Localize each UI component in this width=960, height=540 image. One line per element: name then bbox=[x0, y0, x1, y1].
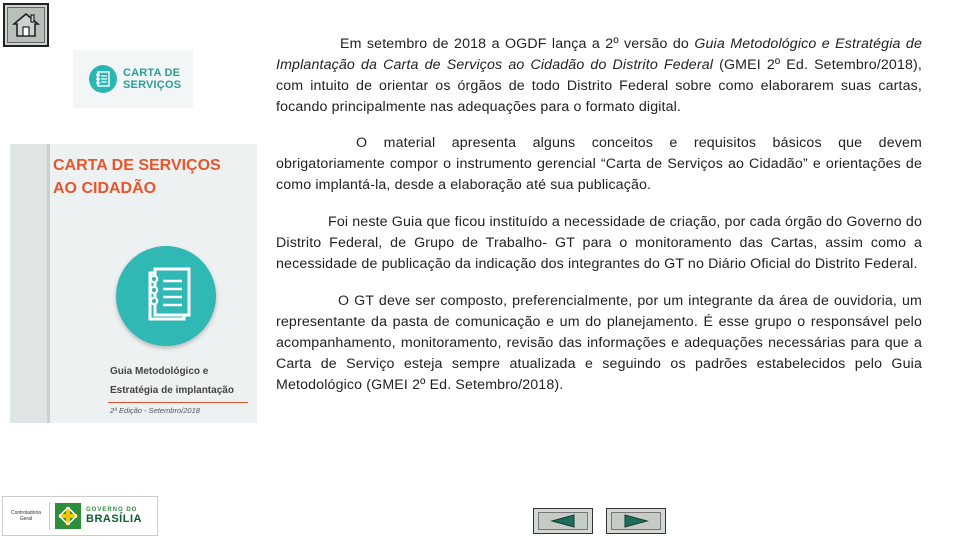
gdf-line-1: GOVERNO DO bbox=[86, 507, 138, 513]
gdf-line-2: BRASÍLIA bbox=[86, 513, 142, 525]
logo-line-1: CARTA DE bbox=[123, 67, 181, 79]
logo-text bbox=[123, 67, 181, 91]
paragraph-1-rest: (GMEI 2º Ed. Setembro/2018), com intuito de orientar os órgãos de todo Distrito Federal sobre como elaborarem suas cartas, focando principalmente nas adequações para o formato digital. bbox=[276, 57, 922, 115]
carta-servicos-logo bbox=[73, 50, 193, 108]
cg-line-1: Controladoria bbox=[10, 510, 42, 516]
book-cover-image bbox=[10, 144, 257, 423]
guide-title-italic: Guia Metodológico e Estratégia de Implantação da Carta de Serviços ao Cidadão do Distrito Federal bbox=[276, 36, 922, 73]
triangle-left-icon bbox=[550, 514, 576, 528]
paragraph-2: O material apresenta alguns conceitos e requisitos básicos que devem obrigatoriamente compor o instrumento gerencial “Carta de Serviços ao Cidadão” e orientações de como implantá-la, desde a elaboração até sua publicação. bbox=[276, 135, 922, 193]
cover-subtitle-line-2: Estratégia de implantação bbox=[110, 385, 234, 396]
cg-line-2: Geral bbox=[19, 516, 33, 522]
government-logo bbox=[2, 496, 158, 536]
notebook-icon bbox=[89, 65, 117, 93]
notebook-icon bbox=[116, 246, 216, 346]
brasilia-flag-icon bbox=[55, 503, 81, 529]
paragraph-3: Foi neste Guia que ficou instituído a necessidade de criação, por cada órgão do Governo do Distrito Federal, de Grupo de Trabalho- GT para o monitoramento das Cartas, assim como a necessidade de publicação da indicação dos integrantes do GT no Diário Oficial do Distrito Federal. bbox=[276, 214, 922, 272]
controladoria-logo bbox=[3, 502, 50, 530]
cover-subtitle-line-1: Guia Metodológico e bbox=[110, 366, 209, 377]
next-slide-button[interactable] bbox=[606, 508, 666, 534]
paragraph-1 bbox=[276, 34, 922, 118]
paragraph-1-intro: Em setembro de 2018 a OGDF lança a 2º versão do bbox=[340, 36, 695, 52]
paragraph-4: O GT deve ser composto, preferencialmente, por um integrante da área de ouvidoria, um representante da pasta de comunicação e um do planejamento. É esse grupo o responsável pelo acompanhamento, monitoramento, revisão das informações e adequações necessárias para que a Carta de Serviço esteja sempre atualizada e seguindo os padrões estabelecidos pelo Guia Metodológico (GMEI 2º Ed. Setembro/2018). bbox=[276, 293, 922, 393]
home-button[interactable] bbox=[3, 3, 49, 47]
slide-text bbox=[276, 34, 922, 412]
cover-title-line-2: AO CIDADÃO bbox=[53, 180, 157, 197]
triangle-right-icon bbox=[623, 514, 649, 528]
cover-title-line-1: CARTA DE SERVIÇOS bbox=[53, 157, 221, 174]
gdf-wordmark bbox=[86, 506, 142, 526]
cover-divider bbox=[108, 402, 248, 403]
cover-edition: 2ª Edição - Setembro/2018 bbox=[110, 406, 200, 415]
home-button-frame bbox=[7, 7, 45, 43]
prev-slide-button[interactable] bbox=[533, 508, 593, 534]
cover-title bbox=[53, 154, 253, 200]
logo-line-2: SERVIÇOS bbox=[123, 79, 182, 91]
home-icon bbox=[12, 12, 40, 38]
cover-subtitle bbox=[110, 362, 234, 400]
